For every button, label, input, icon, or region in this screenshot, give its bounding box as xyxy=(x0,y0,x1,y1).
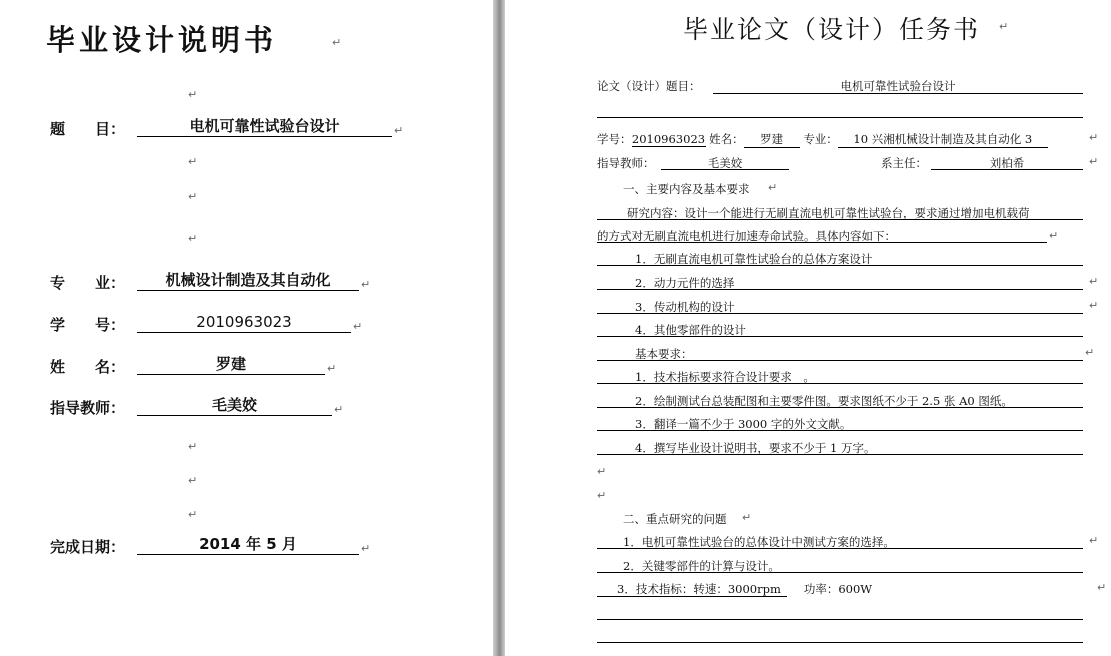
requirement-item: 2．绘制测试台总装配图和主要零件图。要求图纸不少于 2.5 张 A0 图纸。 xyxy=(597,393,1083,408)
paragraph-mark-icon: ↵ xyxy=(768,181,778,194)
blank-line xyxy=(597,619,1083,620)
major-label: 专业： xyxy=(803,132,838,146)
requirements-heading: 基本要求： xyxy=(597,346,1083,361)
research-line-1: 研究内容：设计一个能进行无刷直流电机可靠性试验台，要求通过增加电机载荷 xyxy=(597,205,1083,220)
paragraph-mark-icon: ↵ xyxy=(188,190,198,203)
paragraph-mark-icon: ↵ xyxy=(188,88,198,101)
advisor-label: 指导教师： xyxy=(50,399,126,417)
paragraph-mark-icon: ↵ xyxy=(1049,229,1059,242)
major-label: 专 业： xyxy=(50,274,126,292)
content-item: 3．传动机构的设计 xyxy=(597,299,1083,314)
requirement-item: 3．翻译一篇不少于 3000 字的外文文献。 xyxy=(597,416,1083,431)
paragraph-mark-icon: ↵ xyxy=(742,511,752,524)
paragraph-mark-icon: ↵ xyxy=(1085,346,1095,359)
paragraph-mark-icon: ↵ xyxy=(188,155,198,168)
paragraph-mark-icon: ↵ xyxy=(1089,155,1099,168)
date-label: 完成日期： xyxy=(50,538,126,556)
content-item: 2．动力元件的选择 xyxy=(597,275,1083,290)
paragraph-mark-icon: ↵ xyxy=(597,489,607,502)
paragraph-mark-icon: ↵ xyxy=(1089,534,1099,547)
paragraph-mark-icon: ↵ xyxy=(188,474,198,487)
topic-label: 题 目： xyxy=(50,120,126,138)
director-label: 系主任： xyxy=(881,156,927,170)
task-major-value[interactable]: 10 兴湘机械设计制造及其自动化 3 xyxy=(838,131,1048,148)
task-topic-value[interactable]: 电机可靠性试验台设计 xyxy=(713,78,1083,94)
blank-line xyxy=(597,117,1083,118)
paragraph-mark-icon: ↵ xyxy=(327,362,337,375)
id-label: 学号： xyxy=(597,132,632,146)
paragraph-mark-icon: ↵ xyxy=(394,124,404,137)
cover-page xyxy=(0,0,493,656)
paragraph-mark-icon: ↵ xyxy=(597,465,607,478)
topic-value[interactable]: 电机可靠性试验台设计 xyxy=(137,117,392,137)
major-value[interactable]: 机械设计制造及其自动化 xyxy=(137,271,359,291)
paragraph-mark-icon: ↵ xyxy=(353,320,363,333)
id-value[interactable]: 2010963023 xyxy=(631,132,706,146)
task-page xyxy=(505,0,1111,656)
cover-title: 毕业设计说明书 xyxy=(46,23,278,57)
paragraph-mark-icon: ↵ xyxy=(188,508,198,521)
section1-heading: 一、主要内容及基本要求 xyxy=(623,182,750,196)
research-underline xyxy=(597,242,1047,243)
paragraph-mark-icon: ↵ xyxy=(1089,275,1099,288)
content-item: 4．其他零部件的设计 xyxy=(597,322,1083,337)
paragraph-mark-icon: ↵ xyxy=(361,542,371,555)
paragraph-mark-icon: ↵ xyxy=(334,403,344,416)
requirement-item: 4．撰写毕业设计说明书，要求不少于 1 万字。 xyxy=(597,440,1083,455)
task-title: 毕业论文（设计）任务书 xyxy=(683,15,981,44)
date-value[interactable]: 2014 年 5 月 xyxy=(137,535,359,555)
paragraph-mark-icon: ↵ xyxy=(1097,581,1107,594)
paragraph-mark-icon: ↵ xyxy=(188,440,198,453)
key-item: 2．关键零部件的计算与设计。 xyxy=(597,558,1083,573)
key-item: 1．电机可靠性试验台的总体设计中测试方案的选择。 xyxy=(597,534,1083,549)
paragraph-mark-icon: ↵ xyxy=(361,278,371,291)
key-item-underline xyxy=(597,596,787,597)
paragraph-mark-icon: ↵ xyxy=(1089,131,1099,144)
content-item: 1．无刷直流电机可靠性试验台的总体方案设计 xyxy=(597,251,1083,266)
paragraph-mark-icon: ↵ xyxy=(999,20,1009,33)
paragraph-mark-icon: ↵ xyxy=(332,36,342,49)
key-item: 3．技术指标：转速：3000rpm 功率：600W xyxy=(617,582,873,596)
name-value[interactable]: 罗建 xyxy=(137,355,325,375)
advisor-value[interactable]: 毛美姣 xyxy=(137,396,332,416)
task-topic-label: 论文（设计）题目： xyxy=(597,79,701,93)
director-value[interactable]: 刘柏希 xyxy=(931,155,1083,170)
section2-heading: 二、重点研究的问题 xyxy=(623,512,727,526)
student-id-label: 学 号： xyxy=(50,316,126,334)
blank-line xyxy=(597,642,1083,643)
research-line-2: 的方式对无刷直流电机进行加速寿命试验。具体内容如下： xyxy=(597,229,896,243)
task-advisor-value[interactable]: 毛美姣 xyxy=(661,155,789,170)
task-id-row xyxy=(597,131,1048,148)
paragraph-mark-icon: ↵ xyxy=(188,232,198,245)
name-label: 姓 名： xyxy=(50,358,126,376)
task-name-value[interactable]: 罗建 xyxy=(744,131,800,148)
requirement-item: 1．技术指标要求符合设计要求 。 xyxy=(597,369,1083,384)
task-advisor-label: 指导教师： xyxy=(597,156,655,170)
paragraph-mark-icon: ↵ xyxy=(1089,299,1099,312)
student-id-value[interactable]: 2010963023 xyxy=(137,313,351,333)
task-name-label: 姓名： xyxy=(709,132,744,146)
page-gutter xyxy=(493,0,505,656)
